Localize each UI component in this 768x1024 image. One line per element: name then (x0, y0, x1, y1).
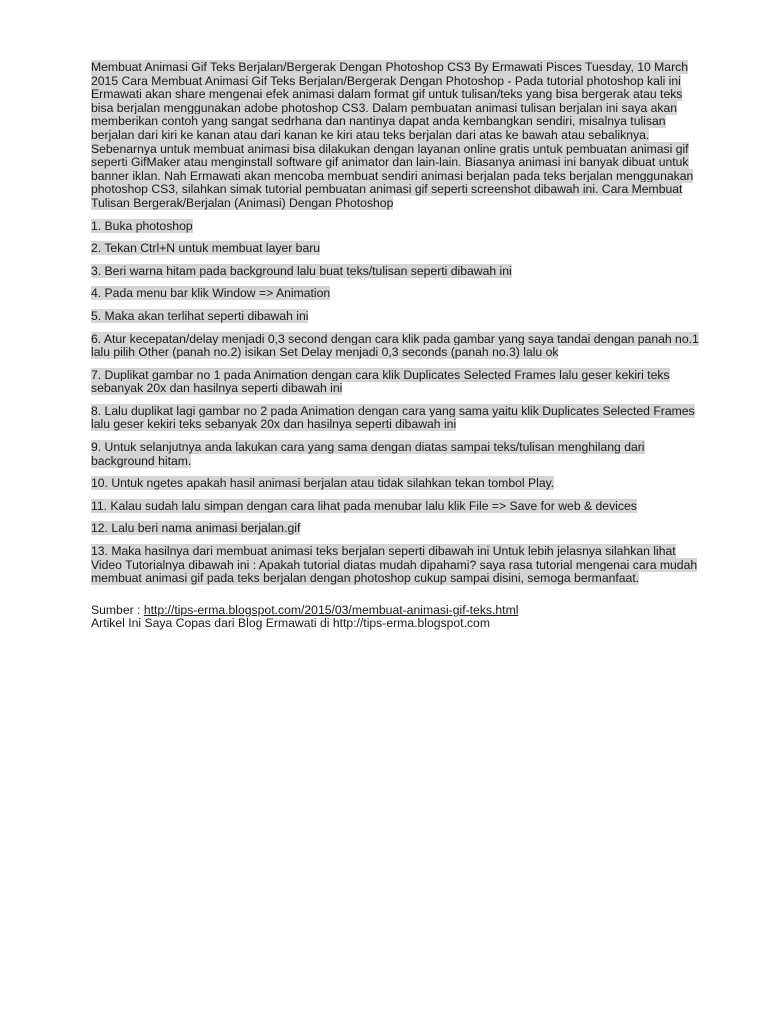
step-text: 10. Untuk ngetes apakah hasil animasi berjalan atau tidak silahkan tekan tombol Play. (91, 476, 555, 491)
step-text: 9. Untuk selanjutnya anda lakukan cara yang sama dengan diatas sampai teks/tulisan menghilang dari background hitam. (91, 440, 645, 468)
step-text: 7. Duplikat gambar no 1 pada Animation dengan cara klik Duplicates Selected Frames lalu geser kekiri teks sebanyak 20x dan hasilnya seperti dibawah ini (91, 367, 670, 396)
step-item (91, 265, 699, 279)
step-text: 6. Atur kecepatan/delay menjadi 0,3 second dengan cara klik pada gambar yang saya tandai dengan panah no.1 lalu pilih Other (panah no.2) isikan Set Delay menjadi 0,3 seconds (panah no.3) lalu ok (91, 331, 699, 360)
step-text: 13. Maka hasilnya dari membuat animasi teks berjalan seperti dibawah ini Untuk lebih jelasnya silahkan lihat Video Tutorialnya dibawah ini : Apakah tutorial diatas mudah dipahami? saya rasa tutorial mengenai cara mudah membuat animasi gif pada teks berjalan dengan photoshop cukup sampai disini, semoga bermanfaat. (91, 544, 698, 586)
source-block (91, 604, 699, 631)
step-text: 11. Kalau sudah lalu simpan dengan cara lihat pada menubar lalu klik File => Save for web & devices (91, 498, 637, 513)
step-text: 4. Pada menu bar klik Window => Animation (91, 286, 331, 301)
step-item (91, 310, 699, 324)
step-text: 3. Beri warna hitam pada background lalu buat teks/tulisan seperti dibawah ini (91, 263, 512, 278)
intro-paragraph (91, 61, 699, 211)
step-item (91, 545, 699, 586)
source-label: Sumber : (91, 602, 144, 617)
step-item (91, 405, 699, 432)
source-line (91, 604, 699, 618)
step-text: 2. Tekan Ctrl+N untuk membuat layer baru (91, 241, 321, 256)
step-text: 1. Buka photoshop (91, 218, 193, 233)
source-credit: Artikel Ini Saya Copas dari Blog Ermawati di http://tips-erma.blogspot.com (91, 616, 490, 631)
step-item (91, 441, 699, 468)
step-text: 5. Maka akan terlihat seperti dibawah ini (91, 308, 309, 323)
document-page (91, 61, 699, 631)
step-item (91, 522, 699, 536)
source-link[interactable]: http://tips-erma.blogspot.com/2015/03/membuat-animasi-gif-teks.html (143, 602, 519, 617)
step-item (91, 242, 699, 256)
step-text: 8. Lalu duplikat lagi gambar no 2 pada Animation dengan cara yang sama yaitu klik Duplicates Selected Frames lalu geser kekiri teks sebanyak 20x dan hasilnya seperti dibawah ini (91, 403, 695, 432)
step-item (91, 287, 699, 301)
step-item (91, 333, 699, 360)
step-text: 12. Lalu beri nama animasi berjalan.gif (91, 521, 301, 536)
step-item (91, 500, 699, 514)
tutorial-steps-list (91, 220, 699, 586)
step-item (91, 369, 699, 396)
step-item (91, 220, 699, 234)
intro-text: Membuat Animasi Gif Teks Berjalan/Bergerak Dengan Photoshop CS3 By Ermawati Pisces Tuesday, 10 March 2015 Cara Membuat Animasi Gif Teks Berjalan/Bergerak Dengan Photoshop - Pada tutorial photoshop kali ini Ermawati akan share mengenai efek animasi dalam format gif untuk tulisan/teks yang bisa bergerak atau teks bisa berjalan menggunakan adobe photoshop CS3. Dalam pembuatan animasi tulisan berjalan ini saya akan memberikan contoh yang sangat sedrhana dan nantinya dapat anda kembangkan sendiri, misalnya tulisan berjalan dari kiri ke kanan atau dari kanan ke kiri atau teks berjalan dari atas ke bawah atau sebaliknya. Sebenarnya untuk membuat animasi bisa dilakukan dengan layanan online gratis untuk pembuatan animasi gif seperti GifMaker atau menginstall software gif animator dan lain-lain. Biasanya animasi ini banyak dibuat untuk banner iklan. Nah Ermawati akan mencoba membuat sendiri animasi berjalan pada teks berjalan menggunakan photoshop CS3, silahkan simak tutorial pembuatan animasi gif seperti screenshot dibawah ini. Cara Membuat Tulisan Bergerak/Berjalan (Animasi) Dengan Photoshop (91, 60, 694, 210)
step-item (91, 477, 699, 491)
